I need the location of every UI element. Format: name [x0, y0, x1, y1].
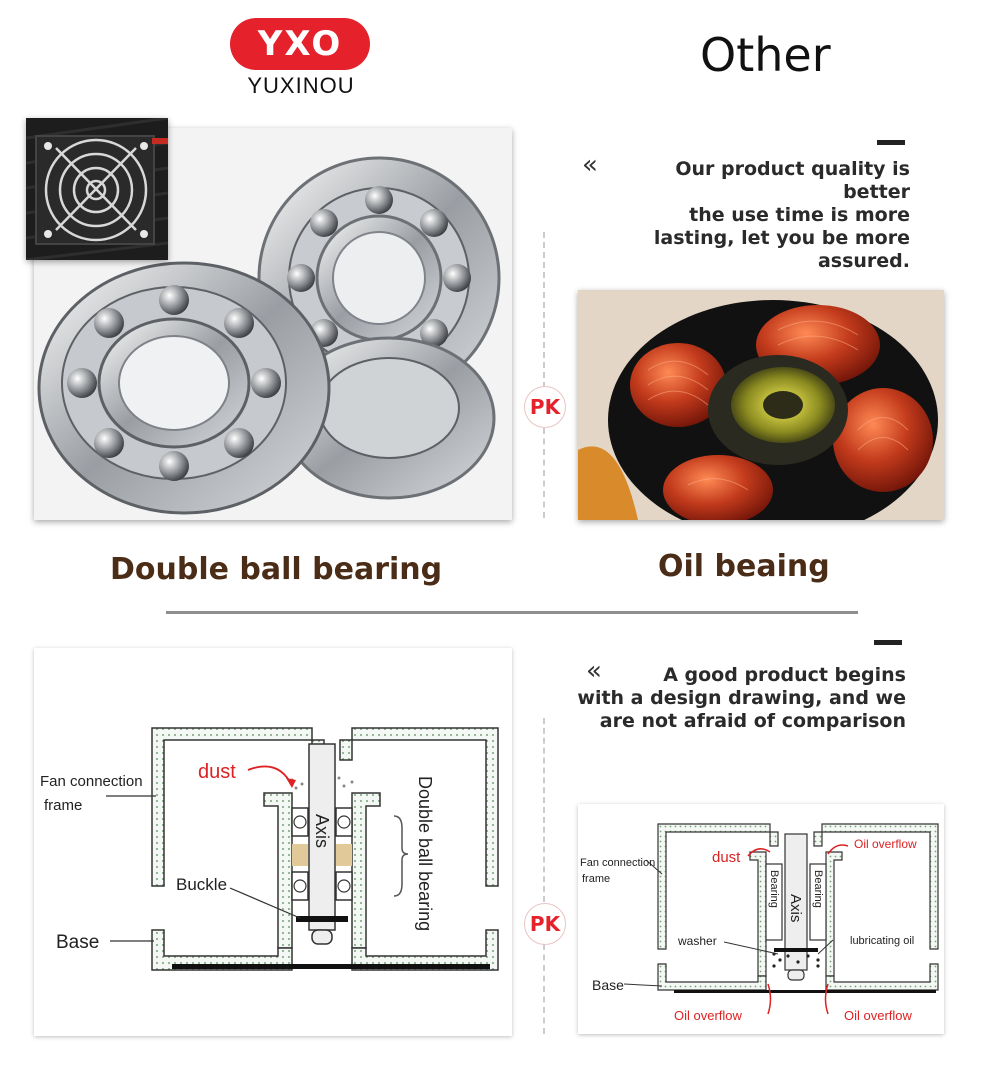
quality-note-line: lasting, let you be more	[653, 227, 910, 249]
frame-label: frame	[582, 873, 611, 885]
oil-overflow-label: Oil overflow	[674, 1008, 742, 1023]
pk-badge: PK	[524, 903, 566, 945]
oil-overflow-label: Oil overflow	[844, 1008, 912, 1023]
divider-line	[543, 944, 545, 1034]
quality-note-line: assured.	[817, 250, 910, 272]
lubricating-oil-label: lubricating oil	[850, 935, 915, 947]
design-note-line: A good product begins	[663, 664, 906, 686]
buckle-label: Buckle	[176, 875, 228, 894]
design-note-line: with a design drawing, and we	[577, 687, 906, 709]
oil-bearing-diagram	[578, 804, 944, 1034]
oil-bearing-photo	[578, 290, 944, 520]
design-note	[560, 664, 906, 733]
brand-logo	[230, 18, 370, 70]
chevron-left-icon: «	[586, 656, 602, 686]
accent-dash	[874, 640, 902, 645]
axis-label: Axis	[312, 814, 332, 849]
base-label: Base	[56, 932, 100, 953]
axis-label: Axis	[787, 894, 804, 923]
divider-line	[543, 428, 545, 518]
oil-overflow-label: Oil overflow	[854, 837, 917, 851]
frame-label: Fan connection	[40, 773, 143, 790]
bearing-label: Bearing	[768, 870, 780, 908]
base-label: Base	[592, 977, 624, 993]
design-note-line: are not afraid of comparison	[599, 710, 906, 732]
quality-note-line: Our product quality is better	[675, 158, 910, 203]
dust-label: dust	[198, 761, 236, 783]
logo-mark: YXO	[257, 24, 343, 64]
bearing-label: Bearing	[812, 870, 824, 908]
double-ball-bearing-diagram	[34, 648, 512, 1036]
divider-line	[543, 718, 545, 902]
caption-double-ball: Double ball bearing	[110, 552, 443, 587]
frame-label: Fan connection	[580, 857, 656, 869]
chevron-left-icon: «	[582, 150, 598, 180]
washer-label: washer	[678, 934, 717, 948]
dust-label: dust	[712, 849, 741, 866]
brand-name: YUXINOU	[247, 73, 355, 98]
caption-oil-bearing: Oil beaing	[658, 549, 830, 584]
quality-note	[610, 158, 910, 273]
quality-note-line: the use time is more	[689, 204, 910, 226]
section-divider	[166, 611, 858, 614]
page-title: Other	[700, 28, 831, 82]
frame-label: frame	[44, 797, 83, 814]
divider-line	[543, 232, 545, 388]
fan-thumbnail	[26, 118, 168, 260]
pk-badge: PK	[524, 386, 566, 428]
accent-dash	[877, 140, 905, 145]
bearing-label: Double ball bearing	[415, 776, 435, 932]
